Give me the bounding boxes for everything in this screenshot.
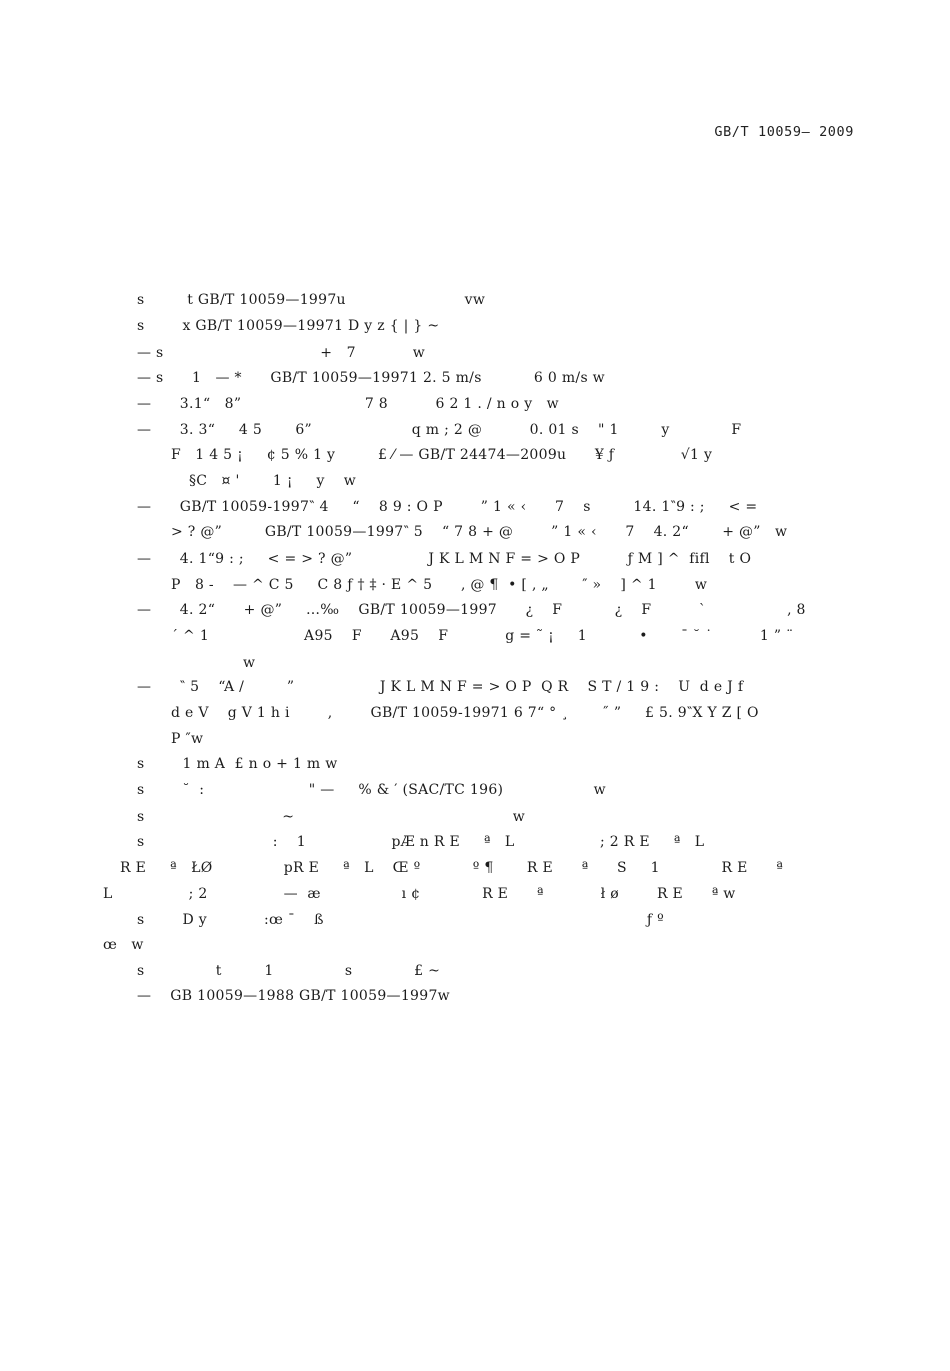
text-line: — GB/T 10059-1997‶ 4 “ 8 9 : O P ” 1 « ‹ 7 s 14. 1‶9 : ; < = — [137, 499, 758, 515]
text-line: — 3.1“ 8” 7 8 6 2 1 . / n o y w — [137, 396, 559, 412]
text-line: ´ ^ 1 A95 F A95 F g = ˜ ¡ 1 • ¯ ˘ ˙ 1 ” ¨ — [171, 628, 794, 644]
text-line: s t 1 s £ ~ — [137, 963, 441, 979]
text-line: w — [243, 655, 256, 671]
text-line: — 4. 2“ + @” …‰ GB/T 10059—1997 ¿ F ¿ F ` ‚ 8 — [137, 602, 806, 618]
text-line: — s 1 — * GB/T 10059—19971 2. 5 m/s 6 0 m/s w — [137, 370, 605, 386]
text-line: s 1 m A £ n o + 1 m w — [137, 756, 338, 772]
standard-code: GB/T 10059— 2009 — [714, 124, 854, 140]
text-line: s D y :œ ¯ ß ƒ º — [137, 912, 664, 928]
text-line: — GB 10059—1988 GB/T 10059—1997w — [137, 988, 450, 1004]
text-line: > ? @” GB/T 10059—1997‶ 5 “ 7 8 + @ ” 1 « ‹ 7 4. 2“ + @” w — [171, 524, 788, 540]
text-line: — ‶ 5 “A / ” J K L M N F = > O P Q R S T / 1 9 : U d e J f — [137, 679, 744, 695]
text-line: œ w — [103, 937, 144, 953]
text-line: L ; 2 — æ ı ¢ R E ª ł ø R E ª w — [103, 886, 736, 902]
text-line: — 4. 1“9 : ; < = > ? @” J K L M N F = > O P ƒ M ] ^ fifl t O — [137, 551, 752, 567]
text-line: F 1 4 5 ¡ ¢ 5 % 1 y £ ⁄ — GB/T 24474—2009u ¥ ƒ √1 y — [171, 447, 713, 463]
text-line: §C ¤ ' 1 ¡ y w — [189, 473, 357, 489]
text-line: d e V g V 1 h i , GB/T 10059-19971 6 7“ ° ¸ ˝ ” £ 5. 9‶X Y Z [ O — [171, 705, 759, 721]
text-line: P ″w — [171, 731, 204, 747]
text-line: — 3. 3“ 4 5 6” q m ; 2 @ 0. 01 s " 1 y F — [137, 422, 742, 438]
text-line: s : 1 pÆ n R E ª L ; 2 R E ª L — [137, 834, 705, 850]
text-line: R E ª ŁØ pR E ª L Œ º º ¶ R E ª S 1 R E ª — [120, 860, 784, 876]
text-line: P 8 - — ^ C 5 C 8 ƒ † ‡ · E ^ 5 ‚ @ ¶ • [ ‚ „ ″ » ] ^ 1 w — [171, 577, 708, 593]
text-line: s ~ w — [137, 809, 526, 825]
text-line: s t GB/T 10059—1997u vw — [137, 292, 486, 308]
text-line: — s + 7 w — [137, 345, 426, 361]
text-line: s x GB/T 10059—19971 D y z { | } ~ — [137, 318, 440, 334]
text-line: s ˘ : " — % & ′ (SAC/TC 196) w — [137, 782, 606, 798]
